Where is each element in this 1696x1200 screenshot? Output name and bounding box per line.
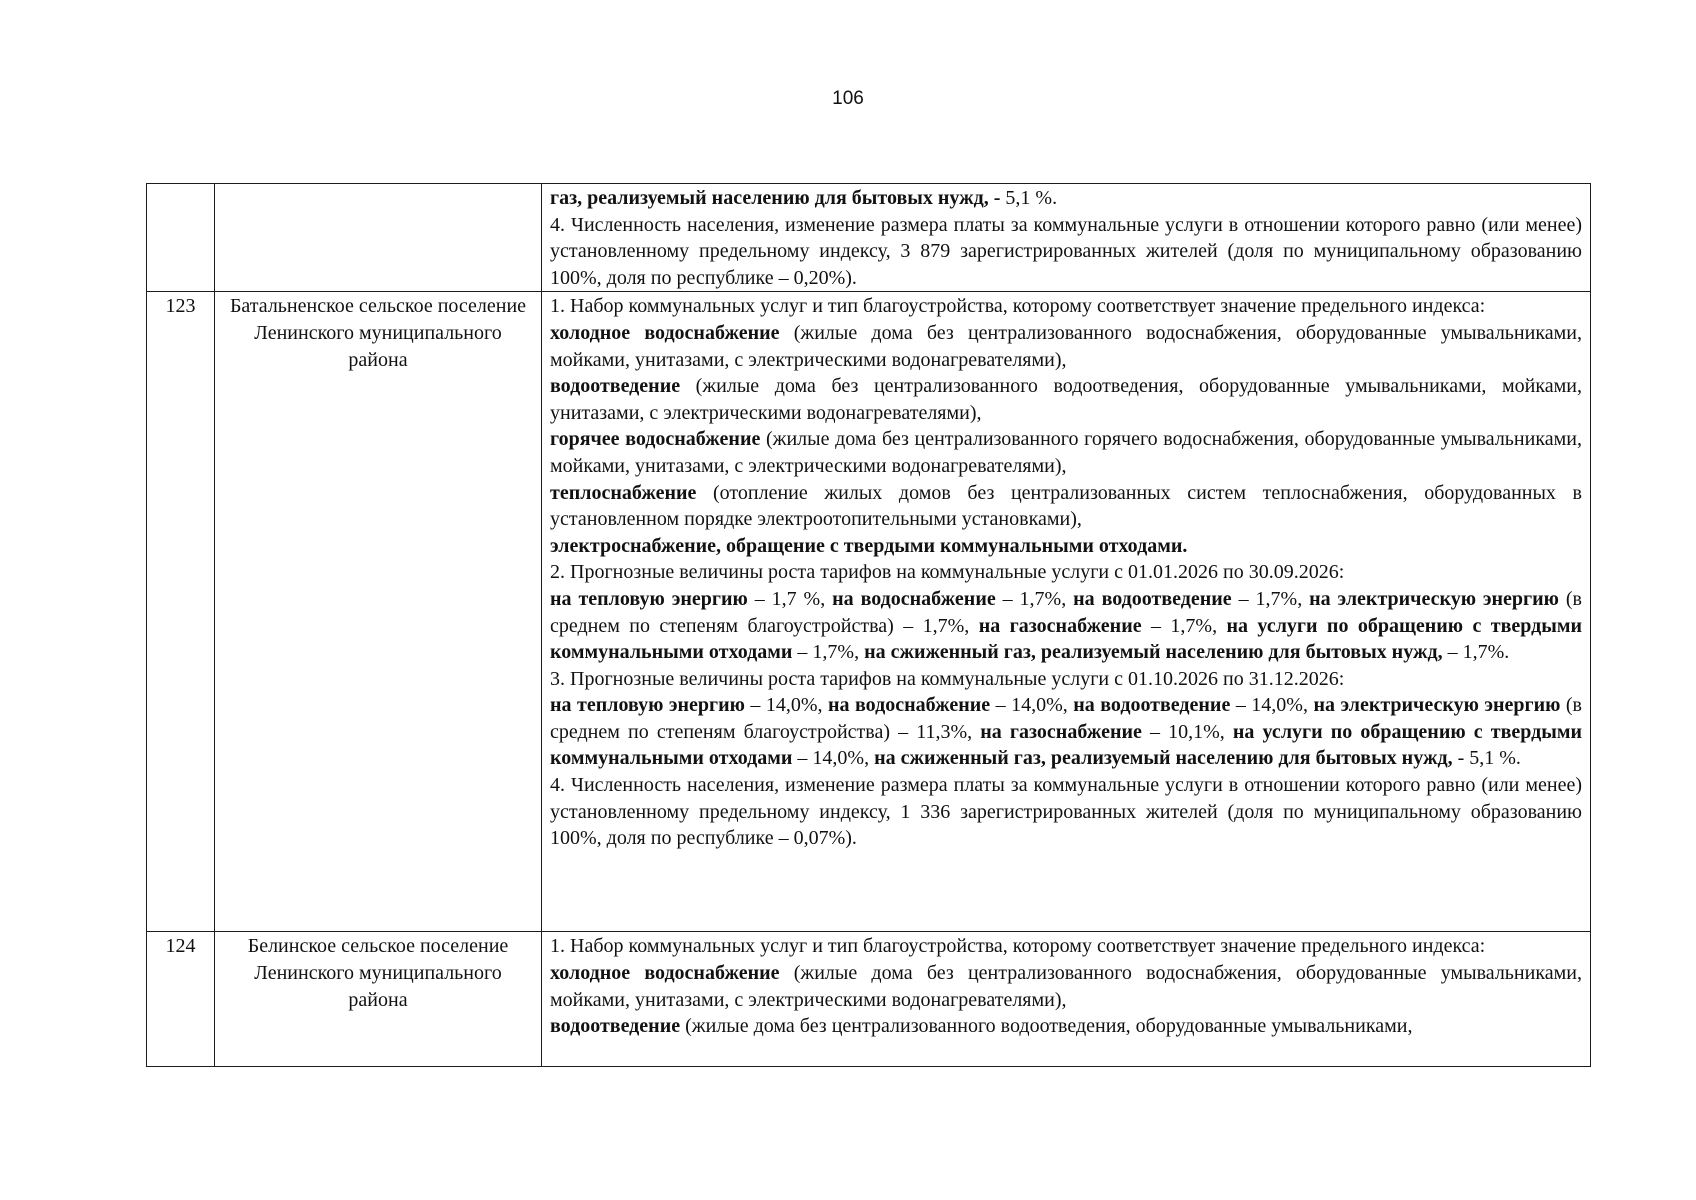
bold-text: на услуги по обращению с твердыми коммунальными отходами <box>550 720 1582 770</box>
paragraph <box>550 212 1582 292</box>
text: 1. Набор коммунальных услуг и тип благоустройства, которому соответствует значение предельного индекса: <box>550 935 1486 958</box>
bold-text: горячее водоснабжение <box>550 428 761 451</box>
tariff-text-cell <box>542 184 1591 292</box>
tariff-table <box>146 183 1591 1067</box>
text: (жилые дома без централизованного горячего водоснабжения, оборудованные умывальниками, мойками, унитазами, с электрическими водонагревателями), <box>550 428 1582 477</box>
bold-text: водоотведение <box>550 375 681 398</box>
text: – 1,7%. <box>1442 641 1510 664</box>
row-number-cell <box>147 184 215 292</box>
tariff-text-cell <box>542 932 1591 1067</box>
text: – 1,7%, <box>1231 587 1310 610</box>
bold-text: на газоснабжение <box>978 614 1142 637</box>
text: 2. Прогнозные величины роста тарифов на коммунальные услуги с 01.01.2026 по 30.09.2026: <box>550 561 1345 584</box>
page-number: 106 <box>832 88 864 109</box>
row-number-cell: 124 <box>147 932 215 1067</box>
text: - 5,1 %. <box>1452 747 1521 770</box>
tariff-text-cell <box>542 292 1591 932</box>
text: (жилые дома без централизованного водоснабжения, оборудованные умывальниками, мойками, унитазами, с электрическими водонагревателями), <box>550 321 1582 371</box>
text: – 10,1%, <box>1141 720 1233 743</box>
text: (жилые дома без централизованного водоотведения, оборудованные умывальниками, мойками, унитазами, с электрическими водонагревателями), <box>550 375 1582 424</box>
paragraph <box>550 692 1582 772</box>
text: 5,1 %. <box>1005 187 1058 209</box>
bold-text: на электрическую энергию <box>1313 694 1561 717</box>
text: (отопление жилых домов без централизованных систем теплоснабжения, оборудованных в установленном порядке электроотопительными установками), <box>550 481 1582 531</box>
bold-text: на электрическую энергию <box>1309 587 1559 610</box>
paragraph <box>550 586 1582 666</box>
settlement-name-cell <box>215 184 542 292</box>
text: (жилые дома без централизованного водоснабжения, оборудованные умывальниками, мойками, унитазами, с электрическими водонагревателями), <box>550 961 1582 1011</box>
paragraph <box>550 960 1582 1013</box>
text: – 14,0%, <box>990 694 1074 717</box>
text: – 14,0%, <box>744 694 828 717</box>
bold-text: на тепловую энергию <box>550 587 748 610</box>
text: 3. Прогнозные величины роста тарифов на коммунальные услуги с 01.10.2026 по 31.12.2026: <box>550 667 1345 690</box>
text: 4. Численность населения, изменение размера платы за коммунальные услуги в отношении которого равно (или менее) установленному предельному индексу, 3 879 зарегистрированных жителей (доля по муниципальному образованию 100%, доля по республике – 0,20%). <box>550 213 1582 289</box>
paragraph <box>550 772 1582 852</box>
paragraph <box>550 426 1582 479</box>
bold-text: теплоснабжение <box>550 481 697 504</box>
table-row-continued <box>147 184 1591 292</box>
bold-text: электроснабжение, обращение с твердыми коммунальными отходами. <box>550 534 1188 557</box>
bold-text: на водоснабжение <box>832 587 996 610</box>
settlement-name-cell: Белинское сельское поселение Ленинского муниципального района <box>215 932 542 1067</box>
text: 1. Набор коммунальных услуг и тип благоустройства, которому соответствует значение предельного индекса: <box>550 295 1486 318</box>
bold-text: на сжиженный газ, реализуемый населению для бытовых нужд, <box>864 641 1443 664</box>
text: – 1,7 %, <box>747 587 833 610</box>
paragraph <box>550 480 1582 533</box>
bold-text: на услуги по обращению с твердыми коммунальными отходами <box>550 614 1583 664</box>
paragraph <box>550 533 1582 560</box>
paragraph <box>550 933 1582 960</box>
text: (жилые дома без централизованного водоотведения, оборудованные умывальниками, <box>680 1015 1413 1038</box>
table-row-123 <box>147 292 1591 932</box>
paragraph <box>550 185 1582 212</box>
bold-text: на газоснабжение <box>980 720 1142 743</box>
bold-text: на водоотведение <box>1073 694 1231 717</box>
text: (в среднем по степеням благоустройства) – 1,7%, <box>550 587 1582 637</box>
bold-text: на тепловую энергию <box>550 694 745 717</box>
table-row-124 <box>147 932 1591 1067</box>
paragraph <box>550 1013 1582 1040</box>
text: – 14,0%, <box>792 747 875 770</box>
text: – 1,7%, <box>1141 614 1227 637</box>
paragraph <box>550 293 1582 320</box>
bold-text: на водоснабжение <box>827 694 991 717</box>
bold-text: холодное водоснабжение <box>550 961 780 984</box>
paragraph <box>550 666 1582 693</box>
bold-text: водоотведение <box>550 1015 681 1038</box>
bold-text: на водоотведение <box>1073 587 1232 610</box>
text: – 1,7%, <box>995 587 1074 610</box>
row-number-cell: 123 <box>147 292 215 932</box>
bold-text: на сжиженный газ, реализуемый населению для бытовых нужд, <box>874 747 1453 770</box>
bold-text: газ, реализуемый населению для бытовых нужд, - <box>550 187 1006 209</box>
text: (в среднем по степеням благоустройства) – 11,3%, <box>550 694 1582 743</box>
paragraph <box>550 559 1582 586</box>
paragraph <box>550 373 1582 426</box>
paragraph <box>550 320 1582 373</box>
text: – 1,7%, <box>792 641 865 664</box>
bold-text: холодное водоснабжение <box>550 321 780 344</box>
text: 4. Численность населения, изменение размера платы за коммунальные услуги в отношении которого равно (или менее) установленному предельному индексу, 1 336 зарегистрированных жителей (доля по муниципальному образованию 100%, доля по республике – 0,07%). <box>550 774 1582 850</box>
text: – 14,0%, <box>1230 694 1314 717</box>
settlement-name-cell: Батальненское сельское поселение Ленинского муниципального района <box>215 292 542 932</box>
